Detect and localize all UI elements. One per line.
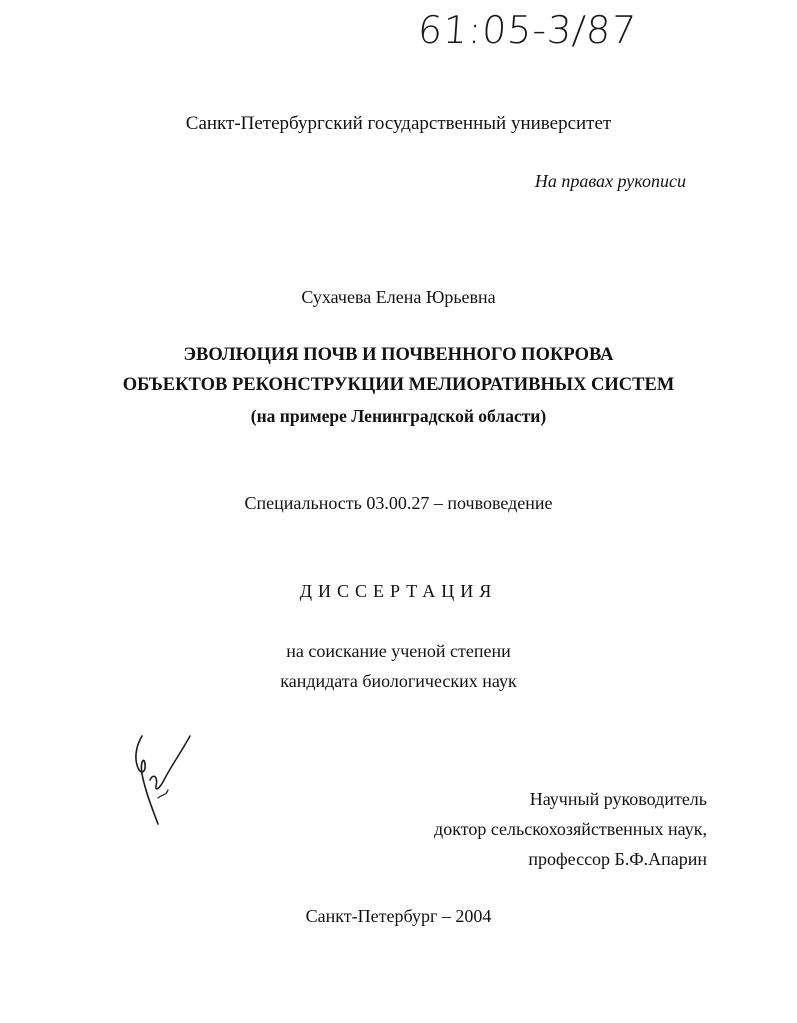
specialty: Специальность 03.00.27 – почвоведение: [244, 493, 553, 513]
advisor-name: профессор Б.Ф.Апарин: [528, 849, 707, 869]
title-line-2: ОБЪЕКТОВ РЕКОНСТРУКЦИИ МЕЛИОРАТИВНЫХ СИСТЕМ: [122, 375, 675, 395]
archive-code: 61:05-3/87: [416, 8, 639, 52]
document-type: ДИССЕРТАЦИЯ: [299, 581, 498, 601]
degree-line-1: на соискание ученой степени: [286, 641, 511, 661]
author-name: Сухачева Елена Юрьевна: [301, 287, 496, 307]
signature-icon: [128, 728, 198, 828]
advisor-role: Научный руководитель: [529, 789, 707, 809]
title-subtitle: (на примере Ленинградской области): [250, 406, 547, 426]
advisor-degree: доктор сельскохозяйственных наук,: [434, 819, 707, 839]
title-line-1: ЭВОЛЮЦИЯ ПОЧВ И ПОЧВЕННОГО ПОКРОВА: [183, 345, 614, 365]
university-name: Санкт-Петербургский государственный университет: [185, 113, 612, 134]
degree-line-2: кандидата биологических наук: [280, 671, 517, 691]
city-year: Санкт-Петербург – 2004: [305, 906, 492, 926]
rights-note: На правах рукописи: [534, 171, 686, 191]
